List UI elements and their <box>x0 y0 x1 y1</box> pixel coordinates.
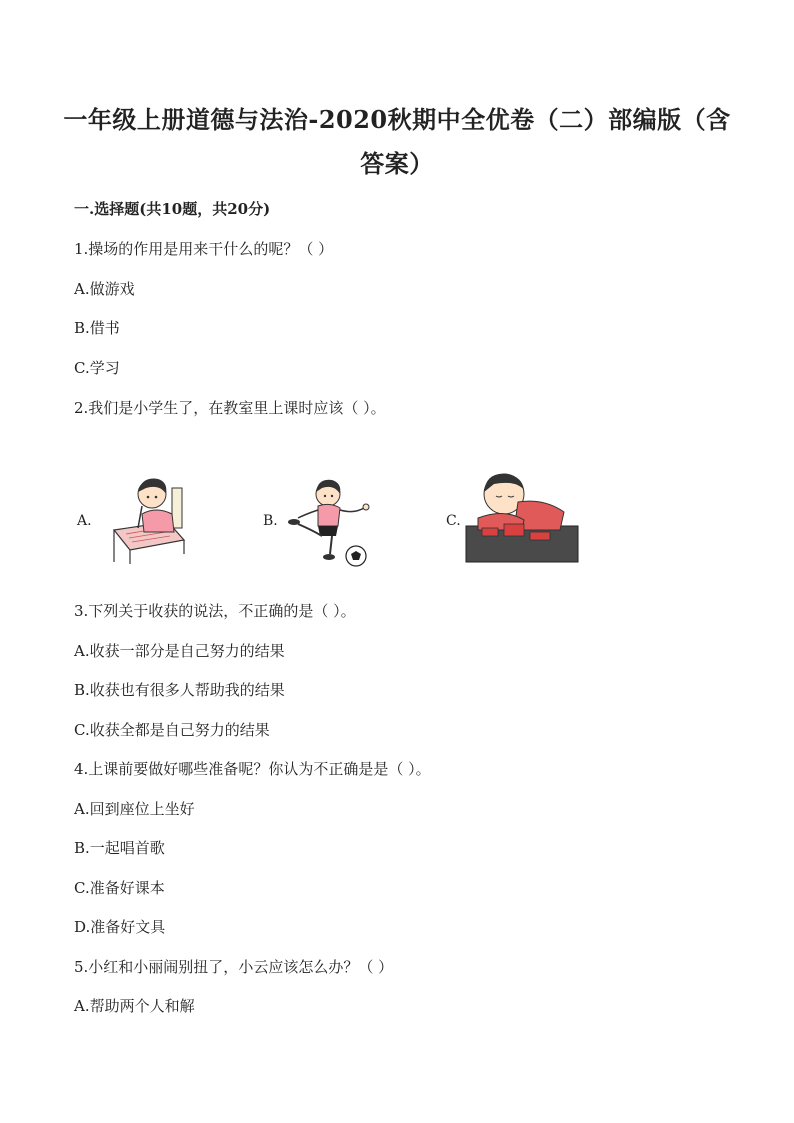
question-2-option-a-label[interactable]: A. <box>77 513 92 529</box>
boy-writing-at-desk-icon[interactable] <box>112 470 196 566</box>
question-4-option-d[interactable]: D.准备好文具 <box>74 918 166 936</box>
question-1-option-a[interactable]: A.做游戏 <box>74 280 135 298</box>
question-3-option-b[interactable]: B.收获也有很多人帮助我的结果 <box>74 681 285 699</box>
boy-sleeping-on-desk-icon[interactable] <box>464 468 580 564</box>
question-1: 1.操场的作用是用来干什么的呢？（ ） <box>74 240 334 258</box>
question-3-option-a[interactable]: A.收获一部分是自己努力的结果 <box>74 642 285 660</box>
boy-kicking-football-icon[interactable] <box>282 474 374 570</box>
question-5: 5.小红和小丽闹别扭了，小云应该怎么办？（ ） <box>74 958 394 976</box>
question-3: 3.下列关于收获的说法，不正确的是（ ）。 <box>74 602 356 620</box>
question-2-option-b-label[interactable]: B. <box>263 513 278 529</box>
question-4-option-c[interactable]: C.准备好课本 <box>74 879 165 897</box>
question-4: 4.上课前要做好哪些准备呢？你认为不正确是是（ ）。 <box>74 760 431 778</box>
section-heading: 一.选择题(共10题，共20分) <box>74 200 271 218</box>
question-2-option-c-label[interactable]: C. <box>446 513 461 529</box>
question-1-option-c[interactable]: C.学习 <box>74 359 120 377</box>
question-1-option-b[interactable]: B.借书 <box>74 319 120 337</box>
question-5-option-a[interactable]: A.帮助两个人和解 <box>74 997 195 1015</box>
page-title: 一年级上册道德与法治-2020秋期中全优卷（二）部编版（含答案） <box>63 105 731 178</box>
question-4-option-a[interactable]: A.回到座位上坐好 <box>74 800 195 818</box>
question-4-option-b[interactable]: B.一起唱首歌 <box>74 839 165 857</box>
question-3-option-c[interactable]: C.收获全都是自己努力的结果 <box>74 721 270 739</box>
question-2: 2.我们是小学生了，在教室里上课时应该（ ）。 <box>74 399 386 417</box>
